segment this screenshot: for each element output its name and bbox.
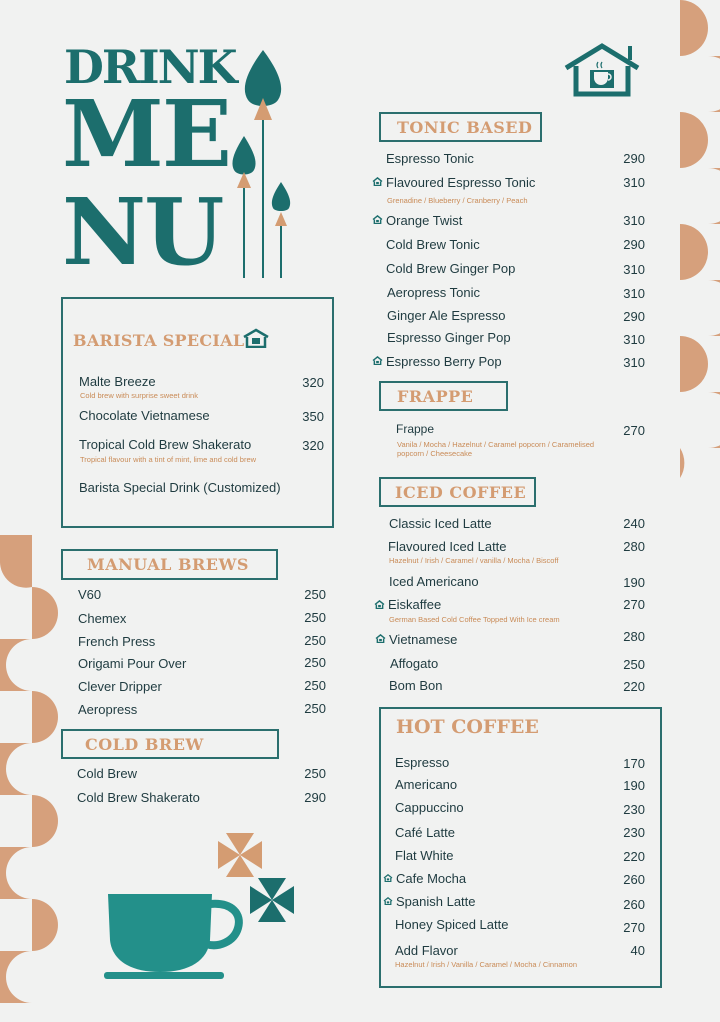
manual-item-price: 250	[304, 655, 326, 670]
pinwheel-icon	[248, 876, 296, 924]
frappe-item-price: 270	[623, 423, 645, 438]
hot-item-name: Cafe Mocha	[396, 871, 467, 886]
left-edge-scallops	[0, 535, 62, 1015]
coldbrew-item-price: 290	[304, 790, 326, 805]
manual-item-name: Aeropress	[78, 702, 138, 717]
tonic-item-name: Cold Brew Ginger Pop	[386, 261, 516, 276]
iced-item-desc: Hazelnut / Irish / Caramel / vanilla / Mocha / Biscoff	[389, 556, 559, 565]
hot-item-price: 270	[623, 920, 645, 935]
iced-item-price: 250	[623, 657, 645, 672]
hot-item-name: Cappuccino	[395, 800, 464, 815]
barista-item-price: 320	[302, 438, 324, 453]
tonic-item-price: 310	[623, 286, 645, 301]
frappe-item-desc: popcorn / Cheesecake	[397, 449, 473, 458]
iced-item-name: Bom Bon	[389, 678, 443, 693]
barista-item-price: 350	[302, 409, 324, 424]
iced-item-desc: German Based Cold Coffee Topped With Ice cream	[389, 615, 560, 624]
manual-item-price: 250	[304, 701, 326, 716]
tonic-item-name: Aeropress Tonic	[387, 285, 480, 300]
iced-item-name: Classic Iced Latte	[389, 516, 492, 531]
tonic-item-price: 310	[623, 332, 645, 347]
iced-item-name: Affogato	[390, 656, 439, 671]
coffee-cup-icon	[100, 890, 250, 982]
hot-item-name: Espresso	[395, 755, 450, 770]
iced-item-price: 270	[623, 597, 645, 612]
iced-item-name: Iced Americano	[389, 574, 479, 589]
manual-item-name: V60	[78, 587, 102, 602]
tonic-heading: TONIC BASED	[379, 112, 542, 142]
tonic-item-desc: Grenadine / Blueberry / Cranberry / Peach	[387, 196, 528, 205]
tonic-item-price: 290	[623, 151, 645, 166]
barista-item-desc: Cold brew with surprise sweet drink	[80, 391, 198, 400]
tonic-item-price: 310	[623, 355, 645, 370]
iced-item-price: 240	[623, 516, 645, 531]
manual-item-price: 250	[304, 633, 326, 648]
title-line-3: NU	[62, 178, 223, 286]
iced-item-name: Flavoured Iced Latte	[388, 539, 507, 554]
hot-item-name: Spanish Latte	[396, 894, 476, 909]
coldbrew-item-price: 250	[304, 766, 326, 781]
manual-item-name: Clever Dripper	[78, 679, 162, 694]
tonic-item-price: 310	[623, 213, 645, 228]
tonic-item-price: 310	[623, 175, 645, 190]
barista-item-name: Barista Special Drink (Customized)	[79, 480, 281, 495]
home-icon	[562, 42, 642, 98]
iced-item-price: 190	[623, 575, 645, 590]
hot-item-price: 40	[630, 943, 645, 958]
coldbrew-item-name: Cold Brew	[77, 766, 137, 781]
tonic-item-price: 290	[623, 309, 645, 324]
home-icon	[372, 215, 383, 224]
home-icon	[375, 634, 386, 643]
tonic-item-name: Orange Twist	[386, 213, 463, 228]
tonic-item-name: Ginger Ale Espresso	[387, 308, 506, 323]
barista-item-name: Tropical Cold Brew Shakerato	[79, 437, 252, 452]
tonic-item-price: 290	[623, 237, 645, 252]
barista-item-desc: Tropical flavour with a tint of mint, lime and cold brew	[80, 455, 257, 464]
iced-item-name: Vietnamese	[389, 632, 458, 647]
hot-item-name: Flat White	[395, 848, 454, 863]
iced-item-price: 280	[623, 539, 645, 554]
hot-item-desc: Hazelnut / Irish / Vanilla / Caramel / Mocha / Cinnamon	[395, 960, 578, 969]
pinwheel-icon	[216, 831, 264, 879]
iced-item-name: Eiskaffee	[388, 597, 442, 612]
leaf-icon	[226, 48, 298, 280]
hot-item-price: 260	[623, 897, 645, 912]
hot-item-price: 190	[623, 778, 645, 793]
tonic-item-price: 310	[623, 262, 645, 277]
manual-brews-heading: MANUAL BREWS	[61, 549, 278, 580]
manual-item-name: French Press	[78, 634, 156, 649]
hot-item-name: Café Latte	[395, 825, 455, 840]
iced-item-price: 280	[623, 629, 645, 644]
frappe-item-desc: Vanila / Mocha / Hazelnut / Caramel popcorn / Caramelised	[397, 440, 595, 449]
hot-item-price: 230	[623, 825, 645, 840]
title-line-2: ME	[62, 80, 230, 188]
frappe-item-name: Frappe	[396, 422, 435, 436]
frappe-heading: FRAPPE	[379, 381, 508, 411]
home-icon	[383, 897, 393, 905]
hot-item-name: Americano	[395, 777, 458, 792]
home-icon	[374, 600, 385, 609]
hot-coffee-heading: HOT COFFEE	[396, 716, 539, 738]
manual-item-price: 250	[304, 610, 326, 625]
home-icon	[242, 328, 270, 348]
hot-item-price: 230	[623, 802, 645, 817]
barista-heading: BARISTA SPECIAL	[73, 331, 245, 350]
tonic-item-name: Espresso Berry Pop	[386, 354, 502, 369]
right-edge-scallops-b	[680, 0, 720, 480]
tonic-item-name: Cold Brew Tonic	[386, 237, 480, 252]
iced-coffee-heading: ICED COFFEE	[379, 477, 536, 507]
tonic-item-name: Espresso Tonic	[386, 151, 474, 166]
iced-item-price: 220	[623, 679, 645, 694]
home-icon	[372, 177, 383, 186]
barista-item-price: 320	[302, 375, 324, 390]
tonic-item-name: Espresso Ginger Pop	[387, 330, 511, 345]
manual-item-name: Origami Pour Over	[78, 656, 187, 671]
hot-item-name: Honey Spiced Latte	[395, 917, 509, 932]
coldbrew-item-name: Cold Brew Shakerato	[77, 790, 200, 805]
manual-item-price: 250	[304, 587, 326, 602]
tonic-item-name: Flavoured Espresso Tonic	[386, 175, 536, 190]
hot-item-name: Add Flavor	[395, 943, 458, 958]
cold-brew-heading: COLD BREW	[61, 729, 279, 759]
barista-item-name: Malte Breeze	[79, 374, 156, 389]
manual-item-price: 250	[304, 678, 326, 693]
home-icon	[383, 874, 393, 882]
hot-item-price: 170	[623, 756, 645, 771]
manual-item-name: Chemex	[78, 611, 127, 626]
hot-item-price: 220	[623, 849, 645, 864]
hot-item-price: 260	[623, 872, 645, 887]
home-icon	[372, 356, 383, 365]
barista-item-name: Chocolate Vietnamese	[79, 408, 210, 423]
title-line-1: DRINK	[64, 40, 236, 94]
